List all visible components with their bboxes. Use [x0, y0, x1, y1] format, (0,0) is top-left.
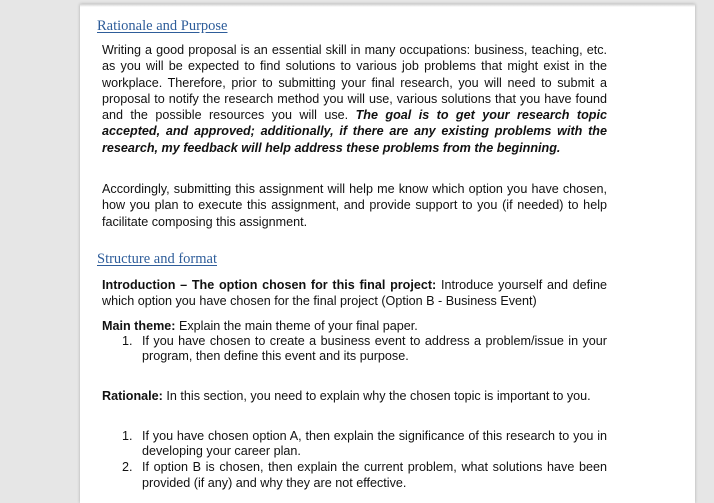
rationale-label: Rationale: [102, 389, 163, 403]
paragraph-text: Writing a good proposal is an essential skill in many occupations: business, teaching, etc. as you will be expected to find solutions to various job problems that might exist in the workplace. Therefore, prior to submitting your final research, you will need to submit a proposal to notify the research method you will use, various solutions that you have found and the possible resources you will use. [102, 43, 607, 123]
list-text: If you have chosen option A, then explain the significance of this research to you in developing your career plan. [142, 429, 607, 459]
paragraph-accordingly: Accordingly, submitting this assignment will help me know which option you have chosen, how you plan to execute this assignment, and provide support to you (if needed) to help facilitate composing this assignment. [102, 182, 607, 229]
list-item [102, 460, 607, 490]
previous-page-edge [80, 4, 695, 7]
main-theme-text: Explain the main theme of your final paper. [175, 319, 418, 333]
document-page [80, 4, 695, 503]
main-theme-list [102, 334, 607, 364]
list-item [102, 429, 607, 459]
paragraph-introduction [102, 277, 607, 310]
rationale-list [102, 429, 607, 491]
paragraph-rationale [102, 388, 607, 404]
list-text: If you have chosen to create a business event to address a problem/issue in your program, then define this event and its purpose. [142, 334, 607, 364]
heading-structure-and-format: Structure and format [97, 251, 217, 267]
list-item [102, 334, 607, 364]
paragraph-main-theme [102, 318, 607, 334]
list-text: If option B is chosen, then explain the current problem, what solutions have been provided (if any) and why they are not effective. [142, 460, 607, 490]
heading-rationale-and-purpose: Rationale and Purpose [97, 18, 228, 34]
list-number: 2. [122, 460, 133, 475]
list-number: 1. [122, 334, 133, 348]
introduction-label: Introduction – The option chosen for this final project: [102, 278, 437, 292]
main-theme-label: Main theme: [102, 319, 176, 333]
rationale-text: In this section, you need to explain why the chosen topic is important to you. [162, 389, 591, 403]
paragraph-emphasis: The goal is to get your research topic accepted, and approved; additionally, if there are any existing problems with the research, my feedback will help address these problems from the beginning. [102, 108, 607, 155]
paragraph-proposal-purpose [102, 42, 607, 156]
list-number: 1. [122, 429, 133, 443]
introduction-text: Introduce yourself and define which option you have chosen for the final project (Option B - Business Event) [102, 278, 607, 309]
